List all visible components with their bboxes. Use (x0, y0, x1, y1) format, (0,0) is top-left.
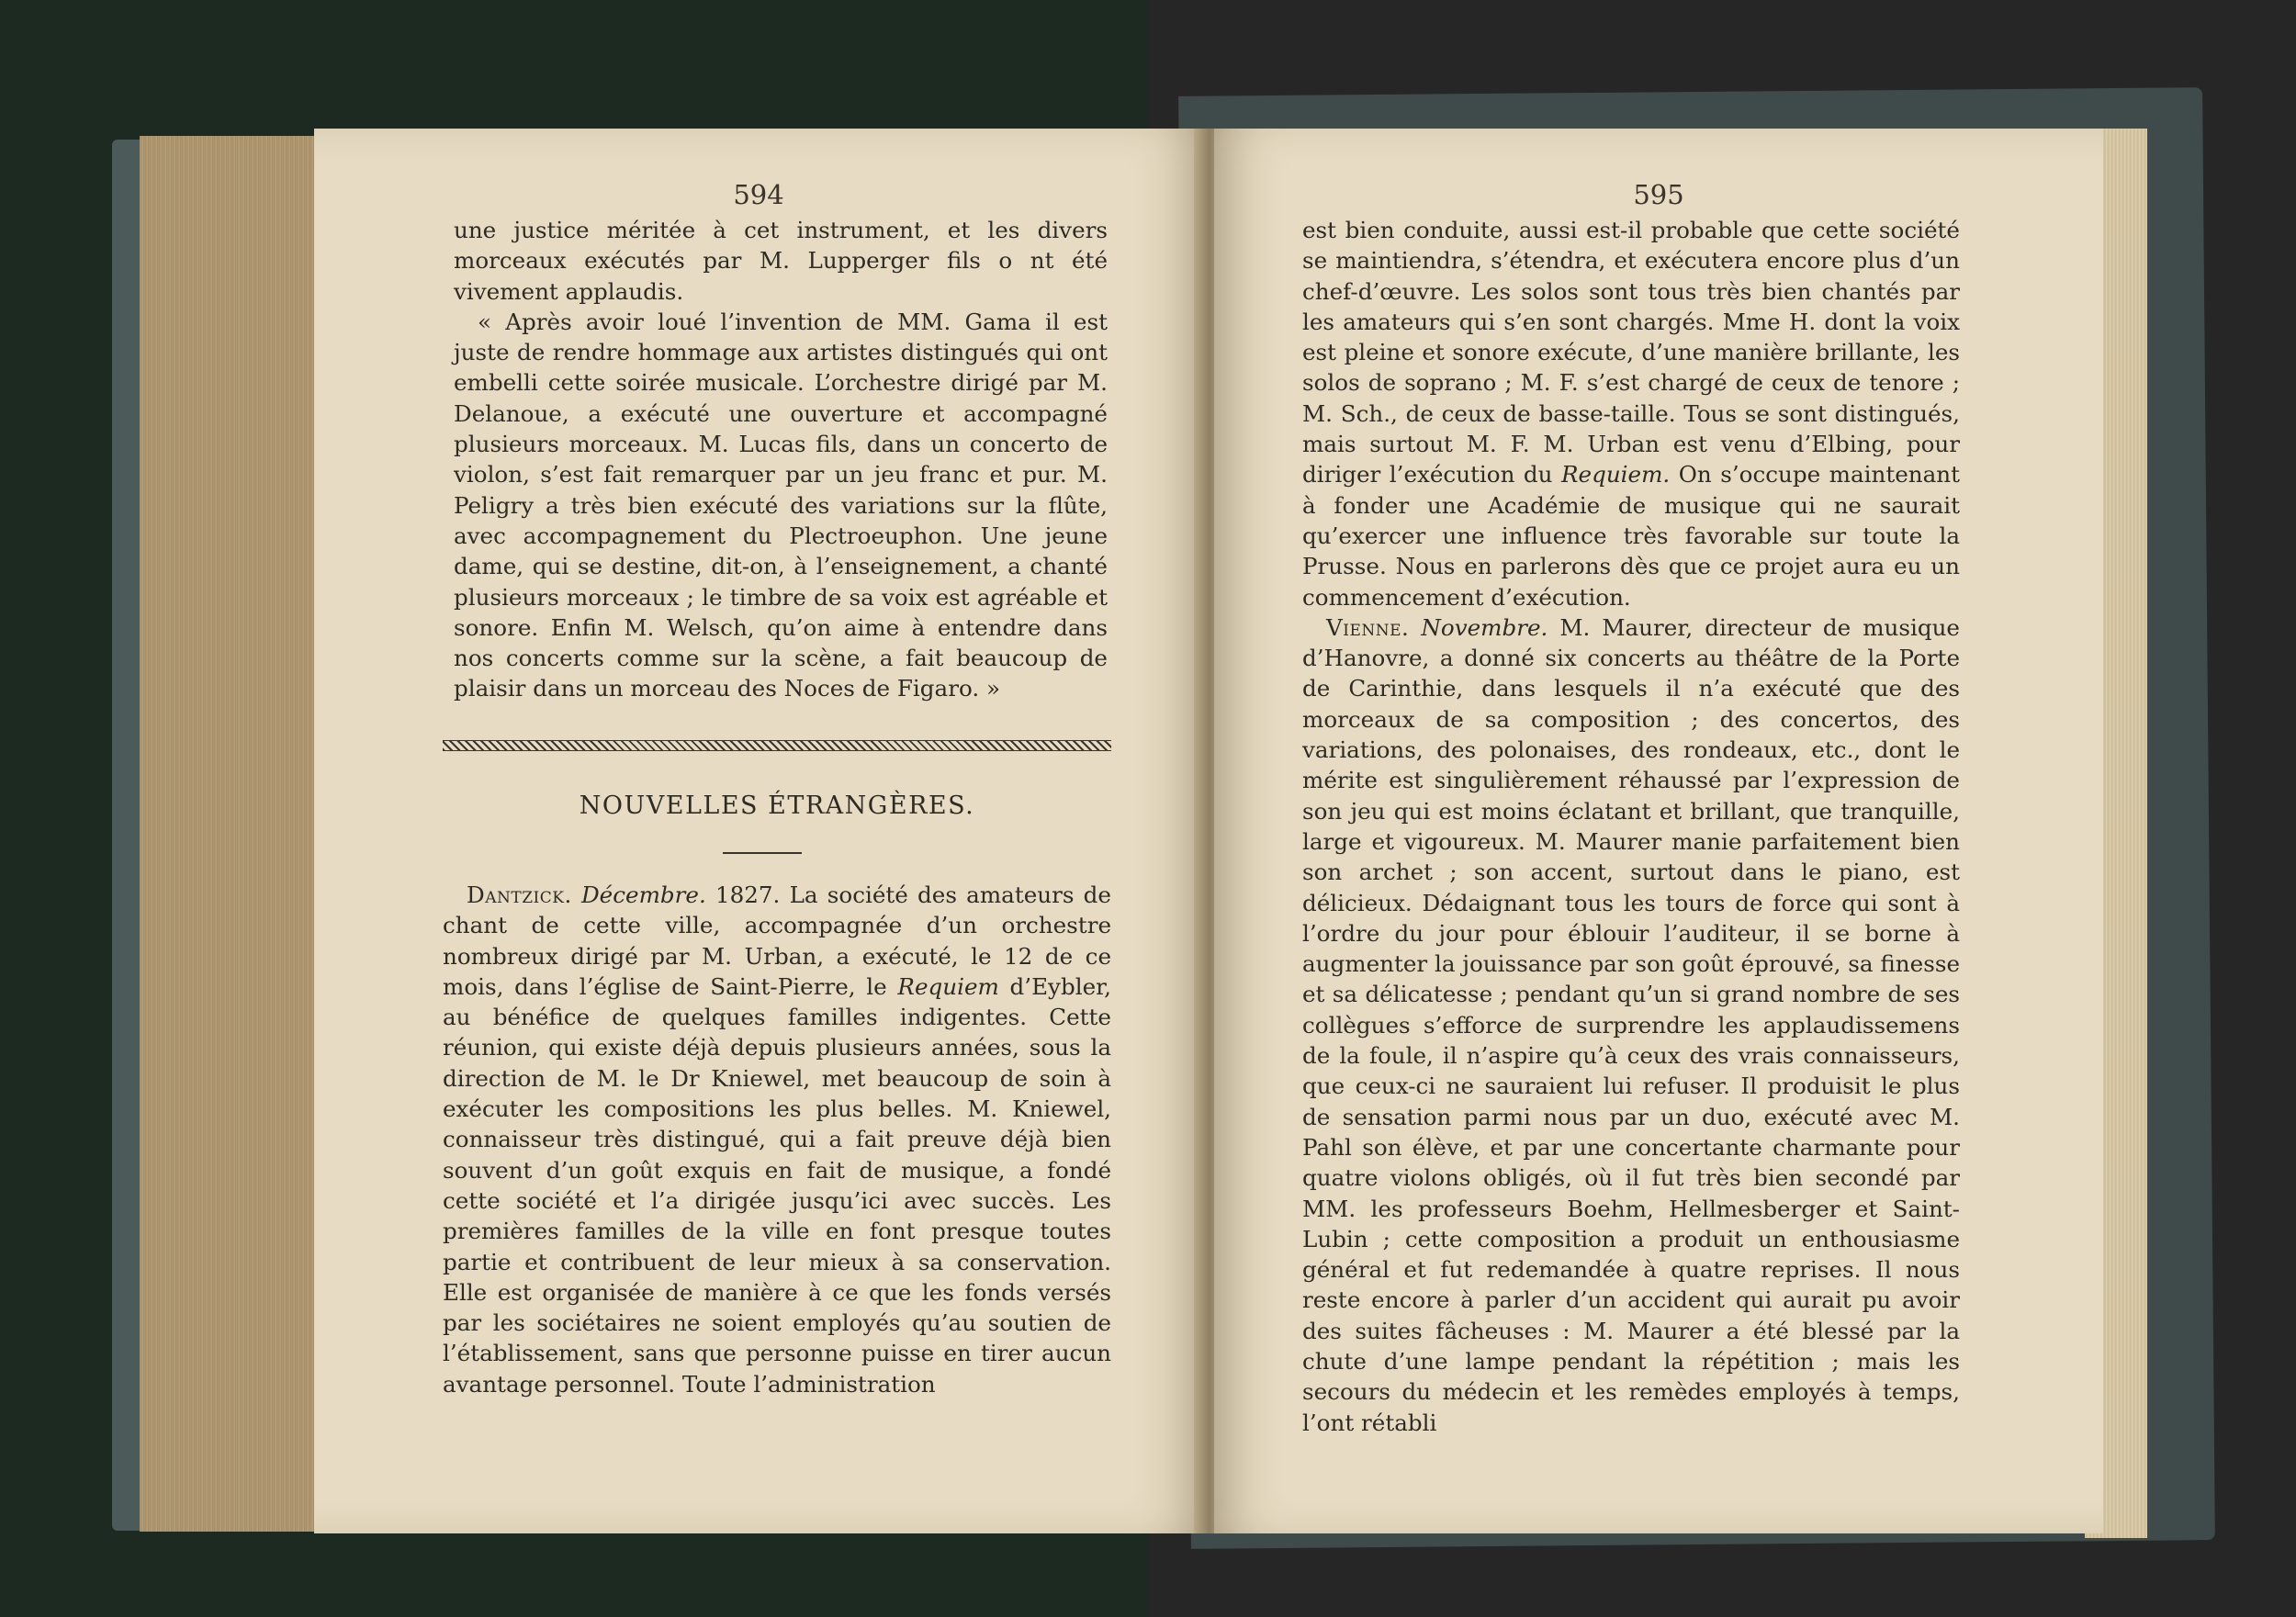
heading-rule (723, 852, 802, 854)
right-page (1214, 129, 2103, 1533)
quote-paragraph: « Après avoir loué l’invention de MM. Gama il est juste de rendre hommage aux artistes distingués qui ont embelli cette soirée musicale. L’orchestre dirigé par M. Delanoue, a exécuté une ouverture et accompagné plusieurs morceaux. M. Lucas fils, dans un concerto de violon, s’est fait remarquer par un jeu franc et pur. M. Peligry a très bien exécuté des variations sur la flûte, avec accompagnement du Plectroeuphon. Une jeune dame, qui se destine, dit-on, à l’enseignement, a chanté plusieurs morceaux ; le timbre de sa voix est agréable et sonore. Enfin M. Welsch, qu’on aime à entendre dans nos concerts comme sur la scène, a fait beaucoup de plaisir dans un morceau des Noces de Figaro. » (454, 308, 1108, 702)
city-name: Dantzick. (467, 881, 572, 908)
page-number: 594 (733, 179, 784, 210)
report-date: Novembre. (1421, 613, 1548, 641)
city-name: Vienne. (1326, 613, 1410, 641)
text-block-top (454, 215, 1108, 704)
text-block-right (1302, 215, 1960, 1438)
left-page (314, 129, 1203, 1533)
section-heading: NOUVELLES ÉTRANGÈRES. (579, 792, 975, 820)
work-title: Requiem. (1561, 461, 1671, 488)
page-stack-left (140, 136, 316, 1532)
section-divider (443, 740, 1111, 751)
report-year: 1827. (715, 881, 781, 908)
work-title: Requiem (897, 972, 999, 1000)
report-date: Décembre. (580, 881, 706, 908)
dantzick-paragraph: Dantzick. Décembre. 1827. La société des amateurs de chant de cette ville, accompagnée d’un orchestre nombreux dirigé par M. Urban, a exécuté, le 12 de ce mois, dans l’église de Saint-Pierre, le Requiem d’Eybler, au bénéfice de quelques familles indigentes. Cette réunion, qui existe déjà depuis plusieurs années, sous la direction de M. le Dr Kniewel, met beaucoup de soin à exécuter les compositions les plus belles. M. Kniewel, connaisseur très distingué, qui a fait preuve déjà bien souvent d’un goût exquis en fait de musique, a fondé cette société et l’a dirigée jusqu’ici avec succès. Les premières familles de la ville en font presque toutes partie et contribuent de leur mieux à sa conservation. Elle est organisée de manière à ce que les fonds versés par les sociétaires ne soient employés qu’au soutien de l’établissement, sans que personne puisse en tirer aucun avantage personnel. Toute l’administration (443, 881, 1111, 1398)
continued-paragraph: une justice méritée à cet instrument, et les divers morceaux exécutés par M. Lupperger fils o nt été vivement applaudis. (454, 217, 1108, 305)
vienne-paragraph: Vienne. Novembre. M. Maurer, directeur de musique d’Hanovre, a donné six concerts au théâtre de la Porte de Carinthie, dans lesquels il n’a exécuté que des morceaux de sa composition ; des concertos, des variations, des polonaises, des rondeaux, etc., dont le mérite est singulièrement réhaussé par l’expression de son jeu qui est moins éclatant et brillant, que tranquille, large et vigoureux. M. Maurer manie parfaitement bien son archet ; son accent, surtout dans le piano, est délicieux. Dédaignant tous les tours de force qui sont à l’ordre du jour pour éblouir l’auditeur, il se borne à augmenter la jouissance par son goût éprouvé, sa finesse et sa délicatesse ; pendant qu’un si grand nombre de ses collègues s’efforce de surprendre les applaudissemens de la foule, il n’aspire qu’à ceux des vrais connaisseurs, que ceux-ci ne sauraient lui refuser. Il produisit le plus de sensation parmi nous par un duo, exécuté avec M. Pahl son élève, et par une concertante charmante pour quatre violons obligés, où il fut très bien secondé par MM. les professeurs Boehm, Hellmesberger et Saint-Lubin ; cette composition a produit un enthousiasme général et fut redemandée à quatre reprises. Il nous reste encore à parler d’un accident qui aurait pu avoir des suites fâcheuses : M. Maurer a été blessé par la chute d’une lampe pendant la répétition ; mais les secours du médecin et les remèdes employés à temps, l’ont rétabli (1302, 613, 1960, 1436)
page-number: 595 (1633, 179, 1684, 210)
continued-paragraph: est bien conduite, aussi est-il probable que cette société se maintiendra, s’étendra, et exécutera encore plus d’un chef-d’œuvre. Les solos sont tous très bien chantés par les amateurs qui s’en sont chargés. Mme H. dont la voix est pleine et sonore exécute, d’une manière brillante, les solos de soprano ; M. F. s’est chargé de ceux de tenore ; M. Sch., de ceux de basse-taille. Tous se sont distingués, mais surtout M. F. M. Urban est venu d’Elbing, pour diriger l’exécution du Requiem. On s’occupe maintenant à fonder une Académie de musique qui ne saurait qu’exercer une influence très favorable sur toute la Prusse. Nous en parlerons dès que ce projet aura eu un commencement d’exécution. (1302, 217, 1960, 611)
text-block-dantzick (443, 880, 1111, 1399)
